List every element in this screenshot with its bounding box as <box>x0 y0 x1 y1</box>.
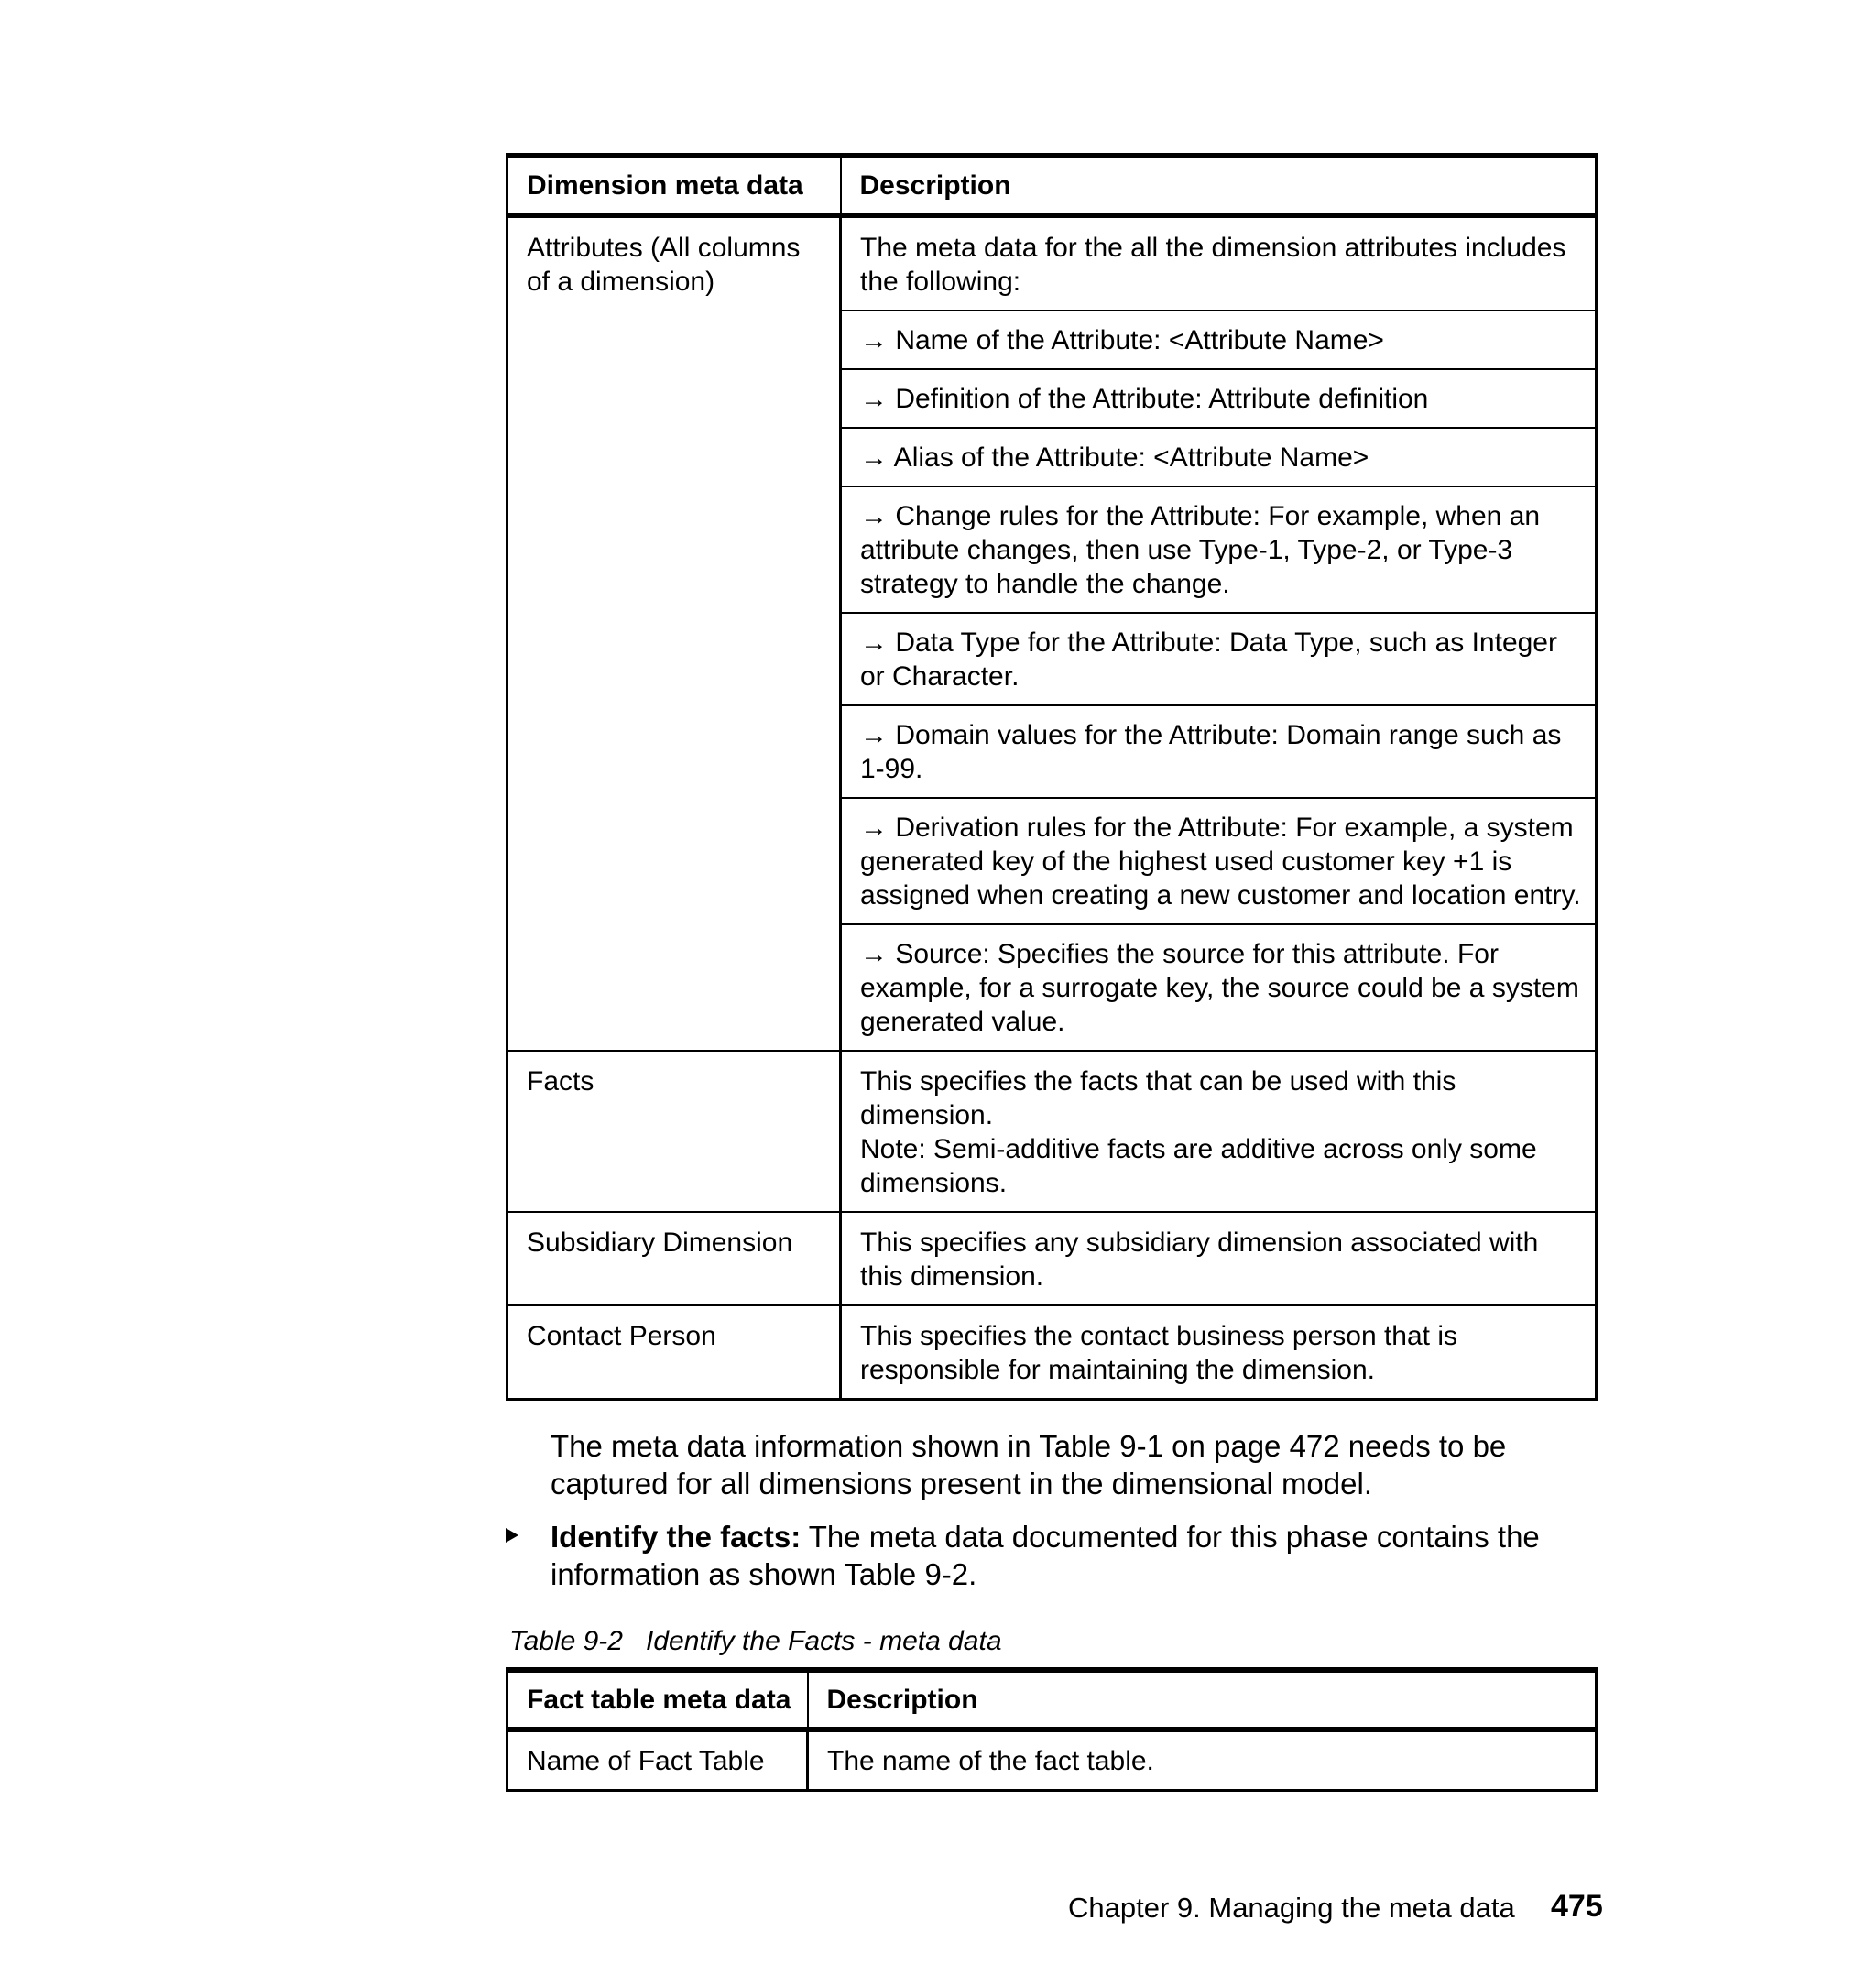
footer-chapter-title: Chapter 9. Managing the meta data <box>1068 1892 1515 1924</box>
facts-description <box>841 1051 1597 1212</box>
table-row <box>507 1305 1597 1400</box>
attribute-item-change-rules: → Change rules for the Attribute: For example, when an attribute changes, then use Type-1, Type-2, or Type-3 strategy to handle the change. <box>841 486 1597 613</box>
contact-person-description: This specifies the contact business person that is responsible for maintaining the dimension. <box>841 1305 1597 1400</box>
attributes-label: Attributes (All columns of a dimension) <box>507 215 841 1051</box>
dimension-meta-data-table <box>506 153 1598 1401</box>
table-row <box>507 1051 1597 1212</box>
bullet-item-identify-facts <box>551 1518 1595 1593</box>
table-row <box>507 215 1597 311</box>
contact-person-label: Contact Person <box>507 1305 841 1400</box>
attribute-item-alias: → Alias of the Attribute: <Attribute Name> <box>841 428 1597 486</box>
facts-description-line: This specifies the facts that can be used with this dimension. <box>860 1066 1464 1130</box>
table-header-row <box>507 1670 1597 1730</box>
facts-label: Facts <box>507 1051 841 1212</box>
page-number: 475 <box>1551 1889 1603 1924</box>
table-row <box>507 1730 1597 1791</box>
attribute-item-name: → Name of the Attribute: <Attribute Name> <box>841 311 1597 369</box>
attribute-item-derivation-rules: → Derivation rules for the Attribute: For example, a system generated key of the highest used customer key +1 is assigned when creating a new customer and location entry. <box>841 798 1597 924</box>
header-description: Description <box>808 1670 1597 1730</box>
attributes-intro: The meta data for the all the dimension attributes includes the following: <box>841 215 1597 311</box>
fact-table-name-description: The name of the fact table. <box>808 1730 1597 1791</box>
subsidiary-dimension-description: This specifies any subsidiary dimension associated with this dimension. <box>841 1212 1597 1305</box>
header-fact-table-meta-data: Fact table meta data <box>507 1670 808 1730</box>
attribute-item-source: → Source: Specifies the source for this attribute. For example, for a surrogate key, the source could be a system generated value. <box>841 924 1597 1051</box>
subsidiary-dimension-label: Subsidiary Dimension <box>507 1212 841 1305</box>
fact-table-meta-data-table <box>506 1667 1598 1792</box>
body-paragraph: The meta data information shown in Table 9-1 on page 472 needs to be captured for all dimensions present in the dimensional model. <box>551 1429 1507 1500</box>
fact-table-name-label: Name of Fact Table <box>507 1730 808 1791</box>
table-caption: Table 9-2 Identify the Facts - meta data <box>509 1626 1002 1656</box>
facts-note-line: Note: Semi-additive facts are additive across only some dimensions. <box>860 1134 1545 1198</box>
header-description: Description <box>841 156 1597 216</box>
attribute-item-definition: → Definition of the Attribute: Attribute definition <box>841 369 1597 428</box>
attribute-item-data-type: → Data Type for the Attribute: Data Type, such as Integer or Character. <box>841 613 1597 705</box>
header-dimension-meta-data: Dimension meta data <box>507 156 841 216</box>
bullet-lead: Identify the facts: <box>551 1520 802 1554</box>
bullet-text: The meta data documented for this phase contains the information as shown Table 9-2. <box>551 1520 1540 1591</box>
table-header-row <box>507 156 1597 216</box>
attribute-item-domain-values: → Domain values for the Attribute: Domain range such as 1-99. <box>841 705 1597 798</box>
bullet-triangle-icon <box>506 1528 518 1543</box>
table-row <box>507 1212 1597 1305</box>
